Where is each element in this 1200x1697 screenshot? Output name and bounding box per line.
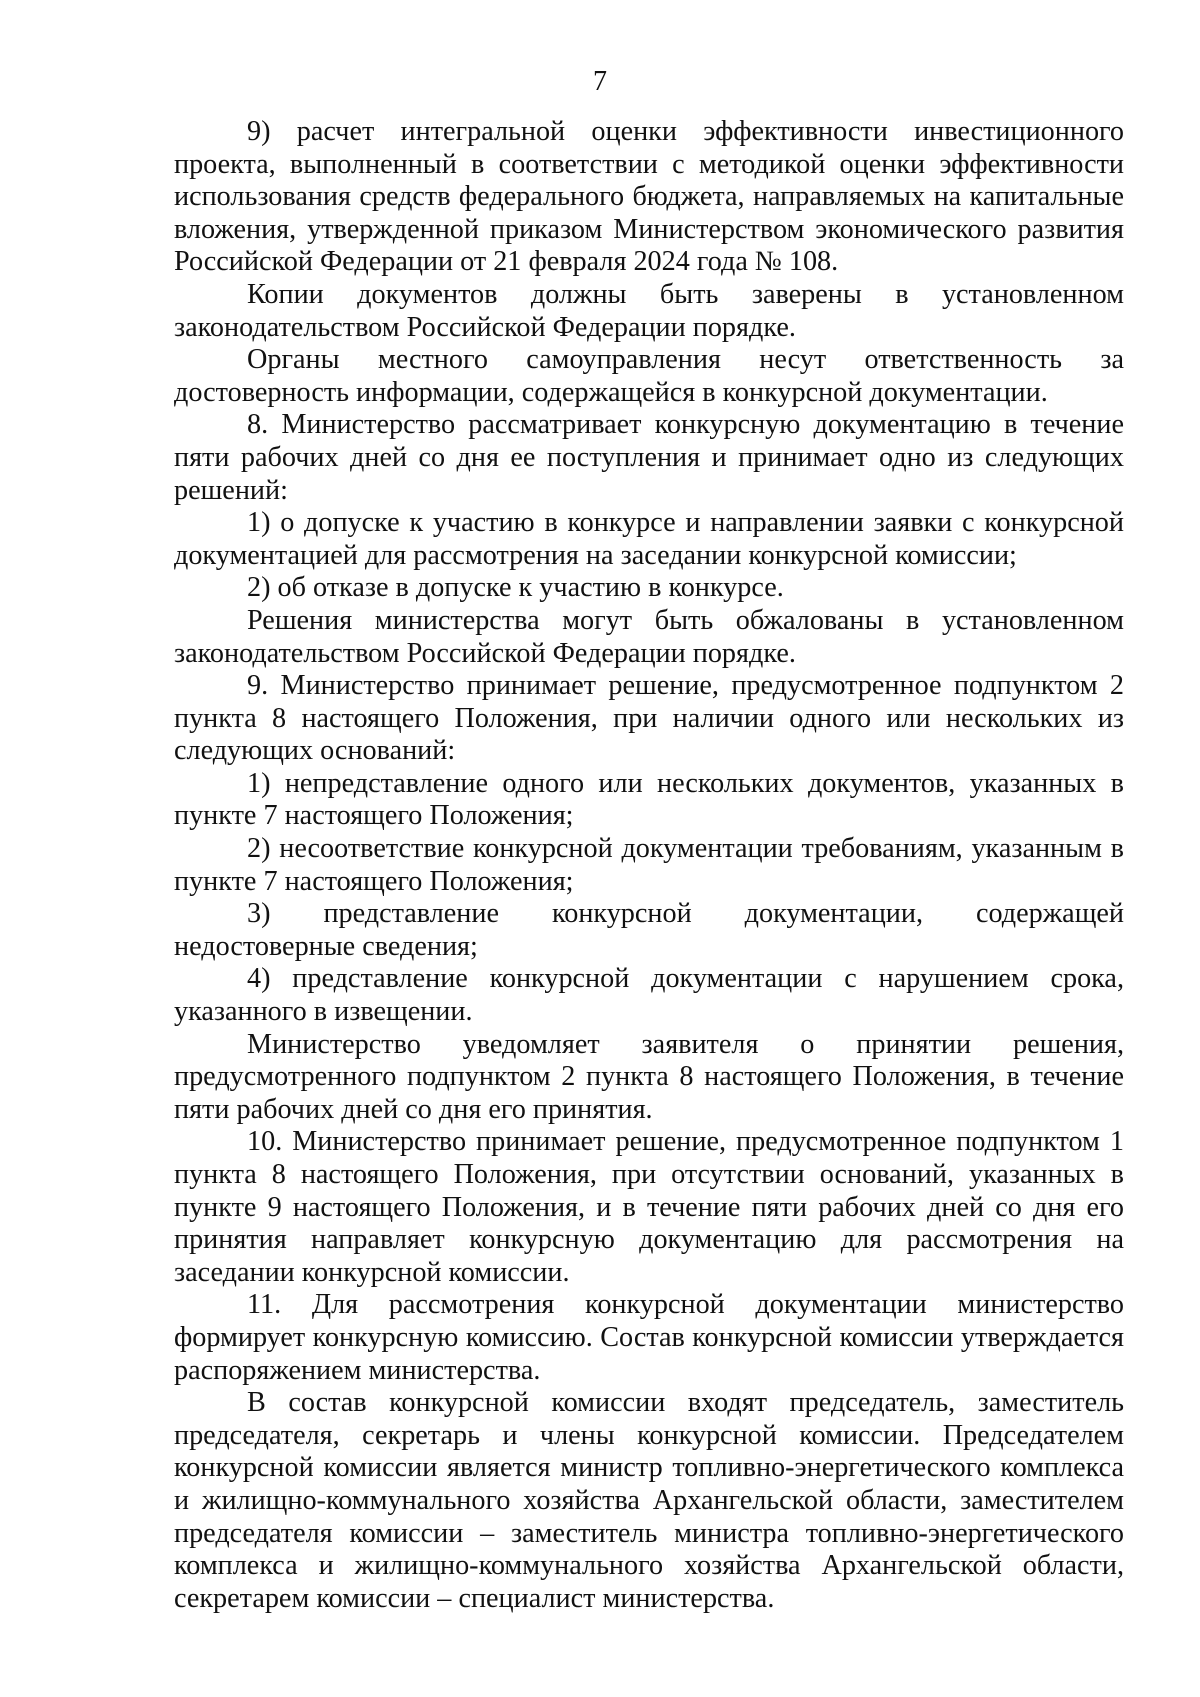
paragraph-commission-composition: В состав конкурсной комиссии входят председатель, заместитель председателя, секретарь и члены конкурсной комиссии. Председателем конкурсной комиссии является министр топливно-энергетического комплекса и жилищно-коммунального хозяйства Архангельской области, заместителем председателя комиссии – заместитель министра топливно-энергетического комплекса и жилищно-коммунального хозяйства Архангельской области, секретарем комиссии – специалист министерства.	[174, 1387, 1124, 1614]
paragraph-clause-8-sub-2: 2) об отказе в допуске к участию в конкурсе.	[247, 572, 784, 604]
paragraph-clause-8-sub-1: 1) о допуске к участию в конкурсе и направлении заявки с конкурсной документацией для рассмотрения на заседании конкурсной комиссии;	[174, 507, 1124, 571]
paragraph-notification: Министерство уведомляет заявителя о принятии решения, предусмотренного подпунктом 2 пункта 8 настоящего Положения, в течение пяти рабочих дней со дня его принятия.	[174, 1028, 1124, 1125]
paragraph-clause-10: 10. Министерство принимает решение, предусмотренное подпунктом 1 пункта 8 настоящего Положения, при отсутствии оснований, указанных в пункте 9 настоящего Положения, и в течение пяти рабочих дней со дня его принятия направляет конкурсную документацию для рассмотрения на заседании конкурсной комиссии.	[174, 1126, 1124, 1288]
paragraph-clause-9-sub-2: 2) несоответствие конкурсной документации требованиям, указанным в пункте 7 настоящего Положения;	[174, 833, 1124, 897]
paragraph-copies-certified: Копии документов должны быть заверены в установленном законодательством Российской Федерации порядке.	[174, 278, 1124, 343]
paragraph-item-9-calculation: 9) расчет интегральной оценки эффективности инвестиционного проекта, выполненный в соответствии с методикой оценки эффективности использования средств федерального бюджета, направляемых на капитальные вложения, утвержденной приказом Министерством экономического развития Российской Федерации от 21 февраля 2024 года № 108.	[174, 116, 1124, 278]
paragraph-clause-9: 9. Министерство принимает решение, предусмотренное подпунктом 2 пункта 8 настоящего Положения, при наличии одного или нескольких из следующих оснований:	[174, 670, 1124, 767]
paragraph-clause-11: 11. Для рассмотрения конкурсной документации министерство формирует конкурсную комиссию. Состав конкурсной комиссии утверждается распоряжением министерства.	[174, 1289, 1124, 1386]
paragraph-clause-9-sub-4: 4) представление конкурсной документации с нарушением срока, указанного в извещении.	[174, 963, 1124, 1028]
paragraph-clause-9-sub-3: 3) представление конкурсной документации, содержащей недостоверные сведения;	[174, 898, 1124, 962]
paragraph-appeal: Решения министерства могут быть обжалованы в установленном законодательством Российской Федерации порядке.	[174, 604, 1124, 669]
document-body	[174, 116, 1124, 1615]
paragraph-clause-9-sub-1: 1) непредставление одного или нескольких документов, указанных в пункте 7 настоящего Положения;	[174, 767, 1124, 832]
paragraph-clause-8: 8. Министерство рассматривает конкурсную документацию в течение пяти рабочих дней со дня ее поступления и принимает одно из следующих решений:	[174, 409, 1124, 506]
paragraph-local-government-responsibility: Органы местного самоуправления несут ответственность за достоверность информации, содержащейся в конкурсной документации.	[174, 344, 1124, 408]
page-number: 7	[593, 66, 607, 97]
